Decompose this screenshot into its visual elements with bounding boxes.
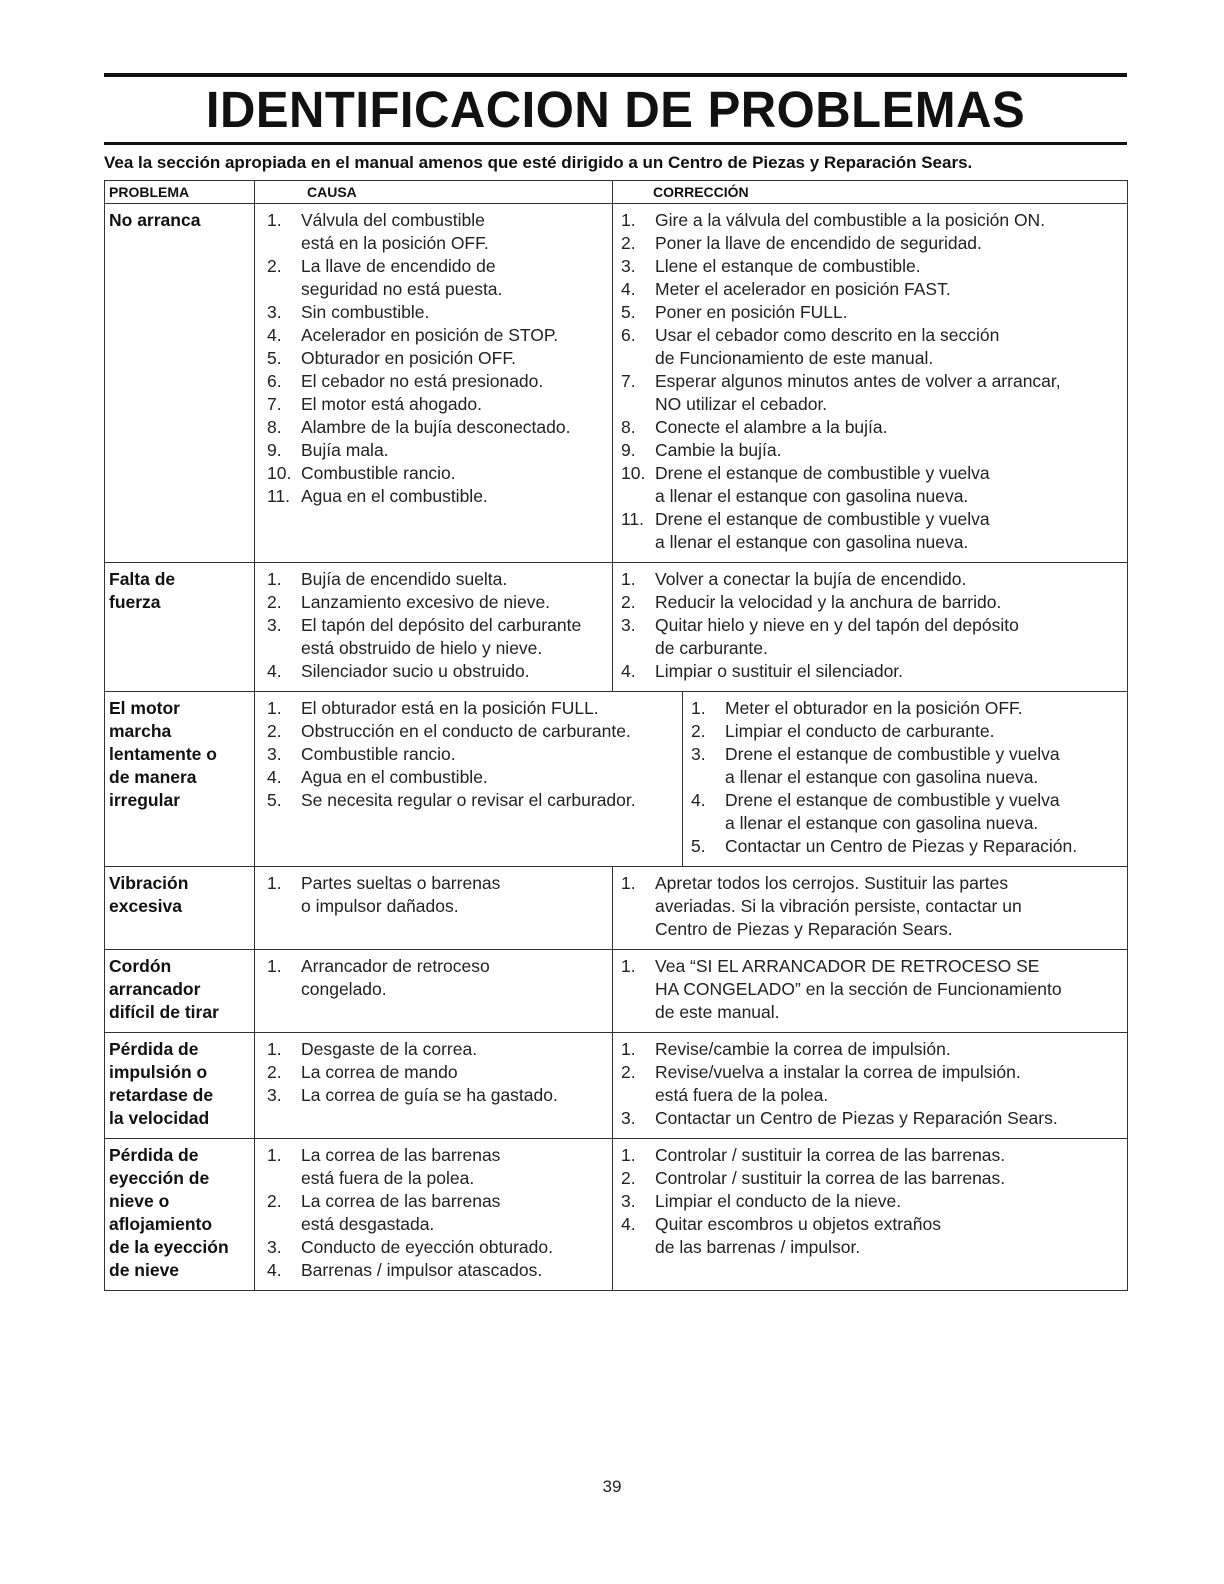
list-item xyxy=(255,1061,612,1084)
item-number: 11. xyxy=(267,486,291,506)
title-rule xyxy=(104,142,1127,145)
item-text: Revise/vuelva a instalar la correa de impulsión. está fuera de la polea. xyxy=(655,1062,1021,1105)
item-number: 8. xyxy=(621,417,636,437)
item-number: 1. xyxy=(267,956,282,976)
table-row xyxy=(105,204,1128,563)
page-title: IDENTIFICACION DE PROBLEMAS xyxy=(205,81,1026,139)
item-text: Llene el estanque de combustible. xyxy=(655,256,921,276)
item-text: Válvula del combustible está en la posición OFF. xyxy=(301,210,489,253)
item-text: La llave de encendido de seguridad no está puesta. xyxy=(301,256,503,299)
list-item xyxy=(255,393,612,416)
item-text: Drene el estanque de combustible y vuelva a llenar el estanque con gasolina nueva. xyxy=(655,509,990,552)
item-number: 1. xyxy=(621,569,636,589)
item-text: Arrancador de retroceso congelado. xyxy=(301,956,490,999)
item-text: Contactar un Centro de Piezas y Reparación Sears. xyxy=(655,1108,1058,1128)
correction-cell xyxy=(613,867,1128,950)
item-text: Se necesita regular o revisar el carburador. xyxy=(301,790,636,810)
item-number: 3. xyxy=(267,1085,282,1105)
list-item xyxy=(255,614,612,660)
item-number: 1. xyxy=(267,569,282,589)
list-item xyxy=(613,1061,1127,1107)
item-text: Revise/cambie la correa de impulsión. xyxy=(655,1039,951,1059)
item-number: 1. xyxy=(267,210,282,230)
item-number: 1. xyxy=(691,698,706,718)
item-number: 3. xyxy=(621,615,636,635)
item-text: La correa de las barrenas está desgastada. xyxy=(301,1191,501,1234)
item-text: Silenciador sucio u obstruido. xyxy=(301,661,530,681)
cause-cell xyxy=(255,563,613,692)
item-text: Obturador en posición OFF. xyxy=(301,348,516,368)
list-item xyxy=(255,1084,612,1107)
item-text: Lanzamiento excesivo de nieve. xyxy=(301,592,551,612)
list-item xyxy=(255,789,682,812)
item-number: 5. xyxy=(267,348,282,368)
correction-list xyxy=(613,204,1127,562)
item-number: 1. xyxy=(621,210,636,230)
list-item xyxy=(683,697,1127,720)
list-item xyxy=(683,835,1127,858)
item-number: 2. xyxy=(621,1168,636,1188)
item-text: Gire a la válvula del combustible a la posición ON. xyxy=(655,210,1046,230)
list-item xyxy=(613,1190,1127,1213)
item-text: Bujía de encendido suelta. xyxy=(301,569,508,589)
item-number: 1. xyxy=(267,1039,282,1059)
item-text: La correa de las barrenas está fuera de la polea. xyxy=(301,1145,501,1188)
list-item xyxy=(255,743,682,766)
item-number: 2. xyxy=(267,1062,282,1082)
item-text: La correa de guía se ha gastado. xyxy=(301,1085,558,1105)
item-text: Poner en posición FULL. xyxy=(655,302,848,322)
list-item xyxy=(255,347,612,370)
list-item xyxy=(613,508,1127,554)
table-row xyxy=(105,692,1128,867)
item-text: Drene el estanque de combustible y vuelva a llenar el estanque con gasolina nueva. xyxy=(725,790,1060,833)
item-text: Poner la llave de encendido de seguridad. xyxy=(655,233,982,253)
list-item xyxy=(255,255,612,301)
item-text: Controlar / sustituir la correa de las barrenas. xyxy=(655,1168,1006,1188)
item-text: Meter el acelerador en posición FAST. xyxy=(655,279,951,299)
problem-cell: Cordón arrancador difícil de tirar xyxy=(105,950,255,1033)
item-text: Usar el cebador como descrito en la sección de Funcionamiento de este manual. xyxy=(655,325,1000,368)
item-number: 3. xyxy=(621,1108,636,1128)
list-item xyxy=(613,1213,1127,1259)
cause-list xyxy=(255,563,612,691)
correction-list xyxy=(613,563,1127,691)
item-text: Partes sueltas o barrenas o impulsor dañados. xyxy=(301,873,501,916)
cause-cell xyxy=(255,692,683,866)
list-item xyxy=(255,462,612,485)
header-problem: PROBLEMA xyxy=(105,181,255,204)
item-number: 2. xyxy=(621,233,636,253)
item-text: Controlar / sustituir la correa de las barrenas. xyxy=(655,1145,1006,1165)
item-text: El motor está ahogado. xyxy=(301,394,482,414)
cause-list xyxy=(255,692,682,820)
cause-list xyxy=(255,950,612,1009)
list-item xyxy=(613,1038,1127,1061)
item-number: 1. xyxy=(621,873,636,893)
item-number: 4. xyxy=(621,1214,636,1234)
troubleshooting-table xyxy=(104,180,1128,1291)
cause-list xyxy=(255,204,612,516)
list-item xyxy=(613,232,1127,255)
header-correction: CORRECCIÓN xyxy=(613,181,1128,204)
table-row xyxy=(105,867,1128,950)
item-number: 2. xyxy=(267,592,282,612)
problem-cell: No arranca xyxy=(105,204,255,563)
list-item xyxy=(255,568,612,591)
list-item xyxy=(613,301,1127,324)
problem-cell: Falta de fuerza xyxy=(105,563,255,692)
item-text: Conducto de eyección obturado. xyxy=(301,1237,553,1257)
list-item xyxy=(613,278,1127,301)
item-number: 1. xyxy=(621,956,636,976)
item-number: 5. xyxy=(267,790,282,810)
table-row xyxy=(105,950,1128,1033)
list-item xyxy=(613,462,1127,508)
item-number: 1. xyxy=(267,873,282,893)
item-number: 1. xyxy=(267,698,282,718)
list-item xyxy=(255,1038,612,1061)
problem-cell: Vibración excesiva xyxy=(105,867,255,950)
item-text: Quitar hielo y nieve en y del tapón del depósito de carburante. xyxy=(655,615,1019,658)
problem-cell: El motor marcha lentamente o de manera irregular xyxy=(105,692,255,867)
list-item xyxy=(255,660,612,683)
list-item xyxy=(613,1107,1127,1130)
list-item xyxy=(255,1236,612,1259)
list-item xyxy=(613,209,1127,232)
item-text: El obturador está en la posición FULL. xyxy=(301,698,599,718)
cause-list xyxy=(255,867,612,926)
item-text: Quitar escombros u objetos extraños de las barrenas / impulsor. xyxy=(655,1214,941,1257)
item-text: Agua en el combustible. xyxy=(301,767,488,787)
correction-list xyxy=(613,1033,1127,1138)
item-text: El tapón del depósito del carburante está obstruido de hielo y nieve. xyxy=(301,615,582,658)
item-number: 3. xyxy=(267,1237,282,1257)
item-number: 5. xyxy=(621,302,636,322)
correction-cell xyxy=(613,563,1128,692)
item-number: 11. xyxy=(621,509,645,529)
page-number: 39 xyxy=(602,1477,622,1496)
list-item xyxy=(613,255,1127,278)
item-number: 2. xyxy=(267,256,282,276)
correction-cell xyxy=(613,1139,1128,1291)
list-item xyxy=(613,370,1127,416)
item-number: 2. xyxy=(621,1062,636,1082)
item-text: Reducir la velocidad y la anchura de barrido. xyxy=(655,592,1002,612)
table-row xyxy=(105,563,1128,692)
table-row xyxy=(105,1139,1128,1291)
correction-cell xyxy=(613,950,1128,1033)
list-item xyxy=(613,568,1127,591)
cause-cell xyxy=(255,950,613,1033)
correction-list xyxy=(613,1139,1127,1267)
item-text: Desgaste de la correa. xyxy=(301,1039,478,1059)
item-number: 4. xyxy=(267,325,282,345)
intro-text: Vea la sección apropiada en el manual amenos que esté dirigido a un Centro de Piezas y Reparación Sears. xyxy=(104,153,973,172)
cause-cell xyxy=(255,867,613,950)
item-number: 10. xyxy=(267,463,292,483)
list-item xyxy=(255,697,682,720)
list-item xyxy=(613,324,1127,370)
list-item xyxy=(255,591,612,614)
list-item xyxy=(613,872,1127,941)
list-item xyxy=(613,591,1127,614)
item-text: Obstrucción en el conducto de carburante. xyxy=(301,721,631,741)
item-number: 7. xyxy=(267,394,282,414)
list-item xyxy=(255,720,682,743)
item-text: Contactar un Centro de Piezas y Reparación. xyxy=(725,836,1078,856)
item-number: 4. xyxy=(621,661,636,681)
item-number: 2. xyxy=(267,721,282,741)
item-number: 1. xyxy=(267,1145,282,1165)
item-text: Volver a conectar la bujía de encendido. xyxy=(655,569,967,589)
item-text: Limpiar o sustituir el silenciador. xyxy=(655,661,904,681)
list-item xyxy=(255,301,612,324)
item-text: Agua en el combustible. xyxy=(301,486,488,506)
list-item xyxy=(683,720,1127,743)
item-number: 6. xyxy=(621,325,636,345)
item-text: La correa de mando xyxy=(301,1062,458,1082)
item-number: 4. xyxy=(267,767,282,787)
item-number: 3. xyxy=(621,256,636,276)
item-text: Limpiar el conducto de la nieve. xyxy=(655,1191,902,1211)
list-item xyxy=(255,416,612,439)
item-number: 3. xyxy=(621,1191,636,1211)
item-text: Drene el estanque de combustible y vuelva a llenar el estanque con gasolina nueva. xyxy=(655,463,990,506)
list-item xyxy=(683,789,1127,835)
correction-cell xyxy=(683,692,1127,866)
cause-list xyxy=(255,1139,612,1290)
list-item xyxy=(255,955,612,1001)
list-item xyxy=(613,955,1127,1024)
correction-cell xyxy=(613,1033,1128,1139)
list-item xyxy=(683,743,1127,789)
cause-list xyxy=(255,1033,612,1115)
list-item xyxy=(613,1167,1127,1190)
problem-cell: Pérdida de impulsión o retardase de la velocidad xyxy=(105,1033,255,1139)
item-text: Drene el estanque de combustible y vuelva a llenar el estanque con gasolina nueva. xyxy=(725,744,1060,787)
list-item xyxy=(613,439,1127,462)
cause-correction-cell xyxy=(255,692,1128,867)
item-text: Acelerador en posición de STOP. xyxy=(301,325,559,345)
cause-cell xyxy=(255,1139,613,1291)
item-number: 1. xyxy=(621,1145,636,1165)
item-number: 2. xyxy=(621,592,636,612)
correction-list xyxy=(613,950,1127,1032)
item-text: Conecte el alambre a la bujía. xyxy=(655,417,888,437)
item-text: Meter el obturador en la posición OFF. xyxy=(725,698,1023,718)
item-text: Combustible rancio. xyxy=(301,463,456,483)
item-number: 2. xyxy=(691,721,706,741)
list-item xyxy=(613,660,1127,683)
item-number: 3. xyxy=(267,302,282,322)
item-text: Alambre de la bujía desconectado. xyxy=(301,417,571,437)
item-number: 1. xyxy=(621,1039,636,1059)
table-row xyxy=(105,1033,1128,1139)
item-number: 7. xyxy=(621,371,636,391)
list-item xyxy=(255,766,682,789)
item-number: 4. xyxy=(267,1260,282,1280)
cause-cell xyxy=(255,1033,613,1139)
top-rule xyxy=(104,73,1127,77)
item-number: 3. xyxy=(691,744,706,764)
list-item xyxy=(613,614,1127,660)
list-item xyxy=(255,439,612,462)
item-number: 3. xyxy=(267,744,282,764)
item-text: El cebador no está presionado. xyxy=(301,371,544,391)
item-text: Esperar algunos minutos antes de volver a arrancar, NO utilizar el cebador. xyxy=(655,371,1061,414)
cause-cell xyxy=(255,204,613,563)
list-item xyxy=(613,416,1127,439)
item-number: 6. xyxy=(267,371,282,391)
correction-list xyxy=(613,867,1127,949)
item-text: Vea “SI EL ARRANCADOR DE RETROCESO SE HA CONGELADO” en la sección de Funcionamiento de este manual. xyxy=(655,956,1062,1022)
header-cause: CAUSA xyxy=(255,181,613,204)
problem-cell: Pérdida de eyección de nieve o aflojamiento de la eyección de nieve xyxy=(105,1139,255,1291)
list-item xyxy=(255,872,612,918)
item-text: Limpiar el conducto de carburante. xyxy=(725,721,995,741)
item-number: 4. xyxy=(621,279,636,299)
item-text: Cambie la bujía. xyxy=(655,440,782,460)
list-item xyxy=(255,1144,612,1190)
item-text: Combustible rancio. xyxy=(301,744,456,764)
item-number: 3. xyxy=(267,615,282,635)
list-item xyxy=(255,370,612,393)
list-item xyxy=(255,485,612,508)
list-item xyxy=(255,209,612,255)
list-item xyxy=(255,1259,612,1282)
item-text: Bujía mala. xyxy=(301,440,389,460)
item-number: 4. xyxy=(267,661,282,681)
item-number: 9. xyxy=(621,440,636,460)
item-number: 2. xyxy=(267,1191,282,1211)
item-number: 10. xyxy=(621,463,646,483)
list-item xyxy=(255,324,612,347)
item-text: Barrenas / impulsor atascados. xyxy=(301,1260,543,1280)
list-item xyxy=(255,1190,612,1236)
item-number: 9. xyxy=(267,440,282,460)
item-number: 5. xyxy=(691,836,706,856)
item-text: Apretar todos los cerrojos. Sustituir las partes averiadas. Si la vibración persiste, contactar un Centro de Piezas y Reparación Sears. xyxy=(655,873,1022,939)
correction-list xyxy=(683,692,1127,866)
list-item xyxy=(613,1144,1127,1167)
item-text: Sin combustible. xyxy=(301,302,430,322)
item-number: 4. xyxy=(691,790,706,810)
item-number: 8. xyxy=(267,417,282,437)
correction-cell xyxy=(613,204,1128,563)
